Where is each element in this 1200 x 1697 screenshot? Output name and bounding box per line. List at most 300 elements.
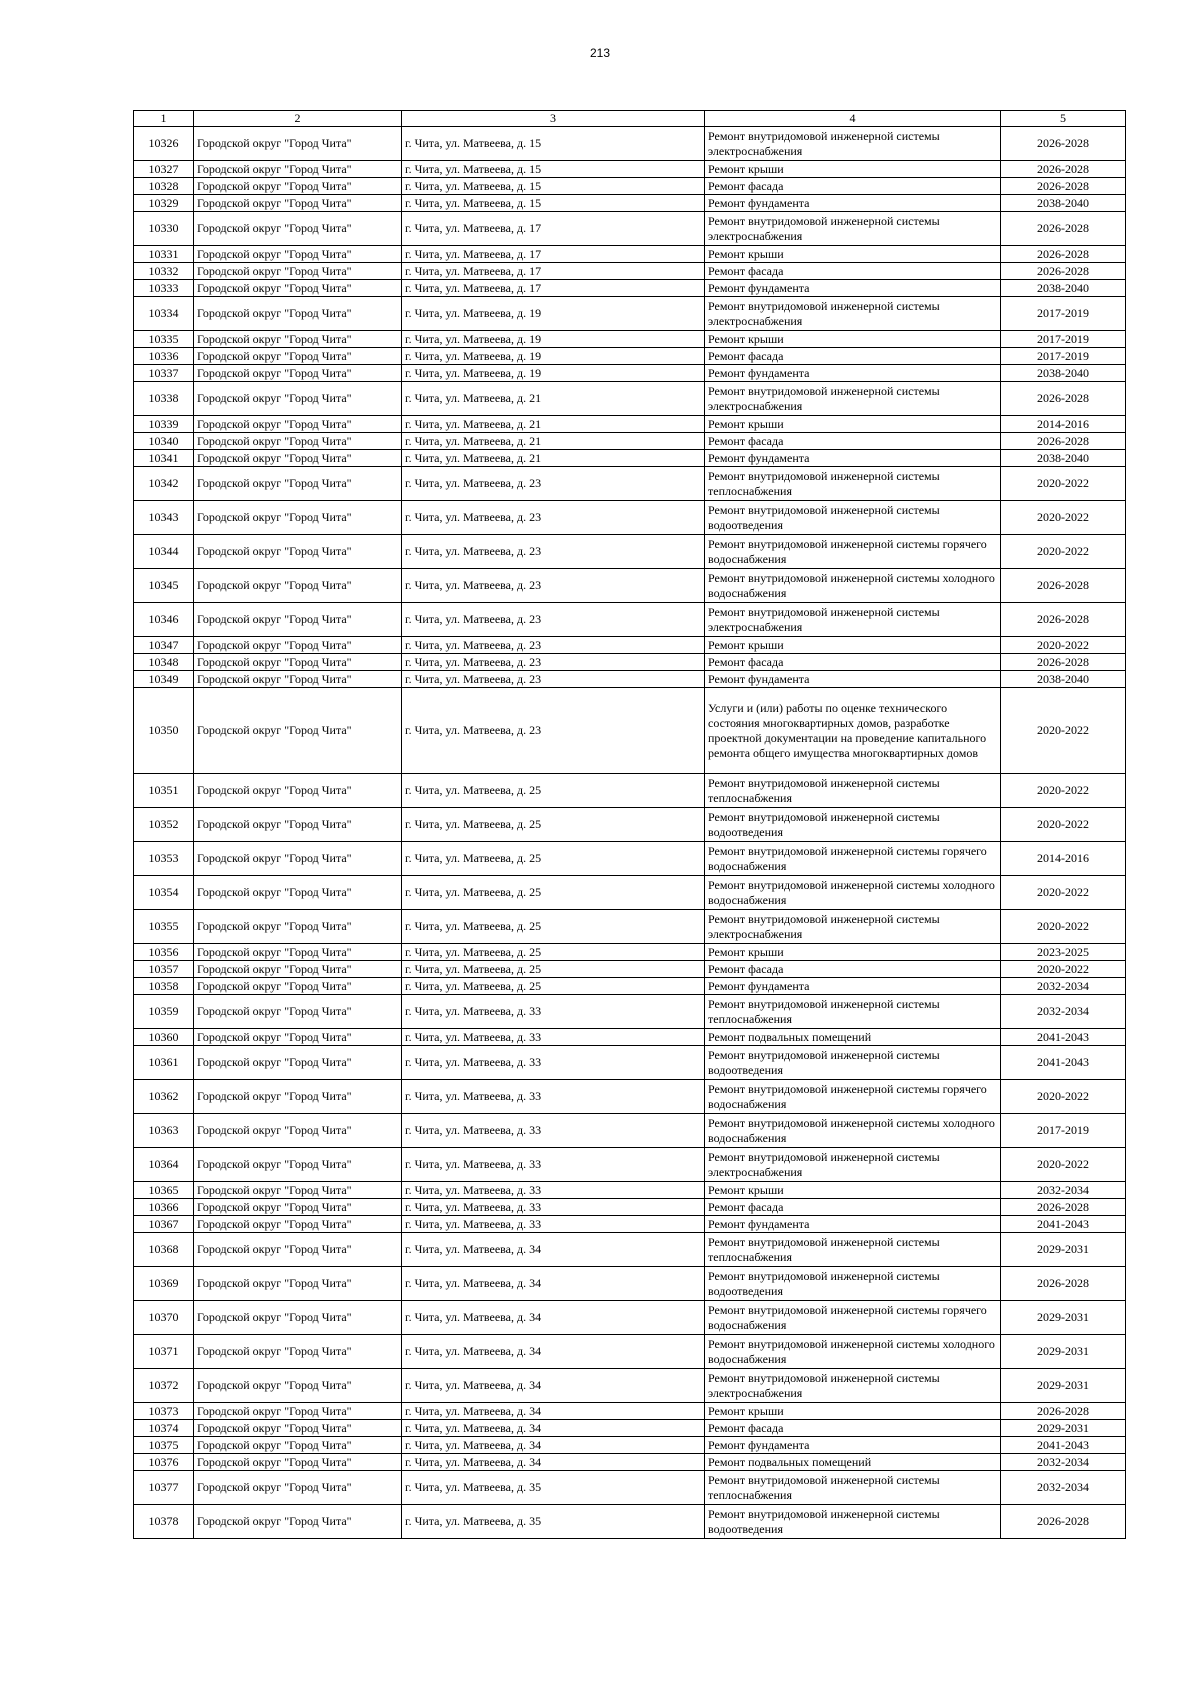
row-number-cell: 10332 xyxy=(134,263,194,280)
address-cell: г. Чита, ул. Матвеева, д. 25 xyxy=(402,978,705,995)
row-number-cell: 10354 xyxy=(134,876,194,910)
period-cell: 2026-2028 xyxy=(1001,654,1126,671)
period-cell: 2026-2028 xyxy=(1001,1505,1126,1539)
address-cell: г. Чита, ул. Матвеева, д. 21 xyxy=(402,433,705,450)
table-row xyxy=(134,603,1126,637)
work-type-cell: Ремонт внутридомовой инженерной системы электроснабжения xyxy=(705,212,1001,246)
table-row xyxy=(134,195,1126,212)
address-cell: г. Чита, ул. Матвеева, д. 17 xyxy=(402,246,705,263)
municipality-cell: Городской округ "Город Чита" xyxy=(194,161,402,178)
work-type-cell: Ремонт внутридомовой инженерной системы холодного водоснабжения xyxy=(705,1335,1001,1369)
address-cell: г. Чита, ул. Матвеева, д. 25 xyxy=(402,944,705,961)
period-cell: 2029-2031 xyxy=(1001,1301,1126,1335)
row-number-cell: 10353 xyxy=(134,842,194,876)
work-type-cell: Ремонт крыши xyxy=(705,1403,1001,1420)
table-row xyxy=(134,450,1126,467)
municipality-cell: Городской округ "Город Чита" xyxy=(194,774,402,808)
municipality-cell: Городской округ "Город Чита" xyxy=(194,1437,402,1454)
row-number-cell: 10341 xyxy=(134,450,194,467)
municipality-cell: Городской округ "Город Чита" xyxy=(194,416,402,433)
period-cell: 2020-2022 xyxy=(1001,961,1126,978)
table-row xyxy=(134,433,1126,450)
work-type-cell: Ремонт крыши xyxy=(705,246,1001,263)
address-cell: г. Чита, ул. Матвеева, д. 34 xyxy=(402,1454,705,1471)
period-cell: 2038-2040 xyxy=(1001,280,1126,297)
address-cell: г. Чита, ул. Матвеева, д. 34 xyxy=(402,1437,705,1454)
table-row xyxy=(134,1471,1126,1505)
table-row xyxy=(134,1420,1126,1437)
work-type-cell: Ремонт внутридомовой инженерной системы теплоснабжения xyxy=(705,1233,1001,1267)
work-type-cell: Услуги и (или) работы по оценке технического состояния многоквартирных домов, разработке проектной документации на проведение капитального ремонта общего имущества многоквартирных домов xyxy=(705,688,1001,774)
address-cell: г. Чита, ул. Матвеева, д. 23 xyxy=(402,467,705,501)
municipality-cell: Городской округ "Город Чита" xyxy=(194,501,402,535)
period-cell: 2041-2043 xyxy=(1001,1029,1126,1046)
municipality-cell: Городской округ "Город Чита" xyxy=(194,1420,402,1437)
municipality-cell: Городской округ "Город Чита" xyxy=(194,1233,402,1267)
period-cell: 2026-2028 xyxy=(1001,569,1126,603)
period-cell: 2029-2031 xyxy=(1001,1335,1126,1369)
table-row xyxy=(134,416,1126,433)
work-type-cell: Ремонт фасада xyxy=(705,263,1001,280)
row-number-cell: 10361 xyxy=(134,1046,194,1080)
municipality-cell: Городской округ "Город Чита" xyxy=(194,433,402,450)
period-cell: 2014-2016 xyxy=(1001,842,1126,876)
address-cell: г. Чита, ул. Матвеева, д. 33 xyxy=(402,1046,705,1080)
period-cell: 2020-2022 xyxy=(1001,637,1126,654)
period-cell: 2020-2022 xyxy=(1001,910,1126,944)
work-type-cell: Ремонт внутридомовой инженерной системы водоотведения xyxy=(705,808,1001,842)
table-row xyxy=(134,688,1126,774)
row-number-cell: 10374 xyxy=(134,1420,194,1437)
address-cell: г. Чита, ул. Матвеева, д. 15 xyxy=(402,195,705,212)
period-cell: 2017-2019 xyxy=(1001,1114,1126,1148)
row-number-cell: 10370 xyxy=(134,1301,194,1335)
municipality-cell: Городской округ "Город Чита" xyxy=(194,944,402,961)
address-cell: г. Чита, ул. Матвеева, д. 33 xyxy=(402,1182,705,1199)
period-cell: 2038-2040 xyxy=(1001,671,1126,688)
period-cell: 2026-2028 xyxy=(1001,212,1126,246)
municipality-cell: Городской округ "Город Чита" xyxy=(194,178,402,195)
table-row xyxy=(134,280,1126,297)
table-row xyxy=(134,876,1126,910)
address-cell: г. Чита, ул. Матвеева, д. 19 xyxy=(402,365,705,382)
table-row xyxy=(134,1335,1126,1369)
work-type-cell: Ремонт крыши xyxy=(705,161,1001,178)
row-number-cell: 10340 xyxy=(134,433,194,450)
municipality-cell: Городской округ "Город Чита" xyxy=(194,688,402,774)
row-number-cell: 10335 xyxy=(134,331,194,348)
address-cell: г. Чита, ул. Матвеева, д. 15 xyxy=(402,127,705,161)
period-cell: 2026-2028 xyxy=(1001,263,1126,280)
work-type-cell: Ремонт фундамента xyxy=(705,280,1001,297)
table-row xyxy=(134,961,1126,978)
period-cell: 2026-2028 xyxy=(1001,161,1126,178)
row-number-cell: 10329 xyxy=(134,195,194,212)
municipality-cell: Городской округ "Город Чита" xyxy=(194,365,402,382)
table-row xyxy=(134,1403,1126,1420)
municipality-cell: Городской округ "Город Чита" xyxy=(194,1046,402,1080)
address-cell: г. Чита, ул. Матвеева, д. 25 xyxy=(402,910,705,944)
address-cell: г. Чита, ул. Матвеева, д. 21 xyxy=(402,416,705,433)
period-cell: 2038-2040 xyxy=(1001,195,1126,212)
row-number-cell: 10372 xyxy=(134,1369,194,1403)
period-cell: 2020-2022 xyxy=(1001,688,1126,774)
row-number-cell: 10337 xyxy=(134,365,194,382)
table-row xyxy=(134,1199,1126,1216)
work-type-cell: Ремонт фасада xyxy=(705,654,1001,671)
work-type-cell: Ремонт фундамента xyxy=(705,1437,1001,1454)
address-cell: г. Чита, ул. Матвеева, д. 23 xyxy=(402,501,705,535)
column-number-header-row xyxy=(134,111,1126,127)
table-row xyxy=(134,808,1126,842)
period-cell: 2026-2028 xyxy=(1001,178,1126,195)
table-row xyxy=(134,654,1126,671)
municipality-cell: Городской округ "Город Чита" xyxy=(194,535,402,569)
work-type-cell: Ремонт фасада xyxy=(705,961,1001,978)
table-row xyxy=(134,501,1126,535)
municipality-cell: Городской округ "Город Чита" xyxy=(194,450,402,467)
work-type-cell: Ремонт фасада xyxy=(705,1199,1001,1216)
address-cell: г. Чита, ул. Матвеева, д. 34 xyxy=(402,1301,705,1335)
period-cell: 2029-2031 xyxy=(1001,1369,1126,1403)
row-number-cell: 10363 xyxy=(134,1114,194,1148)
address-cell: г. Чита, ул. Матвеева, д. 33 xyxy=(402,995,705,1029)
table-row xyxy=(134,637,1126,654)
municipality-cell: Городской округ "Город Чита" xyxy=(194,195,402,212)
municipality-cell: Городской округ "Город Чита" xyxy=(194,297,402,331)
address-cell: г. Чита, ул. Матвеева, д. 15 xyxy=(402,161,705,178)
period-cell: 2026-2028 xyxy=(1001,1267,1126,1301)
row-number-cell: 10331 xyxy=(134,246,194,263)
municipality-cell: Городской округ "Город Чита" xyxy=(194,569,402,603)
period-cell: 2020-2022 xyxy=(1001,1148,1126,1182)
row-number-cell: 10360 xyxy=(134,1029,194,1046)
municipality-cell: Городской округ "Город Чита" xyxy=(194,1505,402,1539)
work-type-cell: Ремонт внутридомовой инженерной системы электроснабжения xyxy=(705,910,1001,944)
work-type-cell: Ремонт внутридомовой инженерной системы теплоснабжения xyxy=(705,1471,1001,1505)
table-row xyxy=(134,246,1126,263)
period-cell: 2020-2022 xyxy=(1001,774,1126,808)
address-cell: г. Чита, ул. Матвеева, д. 23 xyxy=(402,535,705,569)
work-type-cell: Ремонт фундамента xyxy=(705,365,1001,382)
row-number-cell: 10359 xyxy=(134,995,194,1029)
row-number-cell: 10367 xyxy=(134,1216,194,1233)
work-type-cell: Ремонт внутридомовой инженерной системы горячего водоснабжения xyxy=(705,535,1001,569)
row-number-cell: 10377 xyxy=(134,1471,194,1505)
row-number-cell: 10362 xyxy=(134,1080,194,1114)
table-row xyxy=(134,297,1126,331)
work-type-cell: Ремонт крыши xyxy=(705,1182,1001,1199)
row-number-cell: 10358 xyxy=(134,978,194,995)
address-cell: г. Чита, ул. Матвеева, д. 25 xyxy=(402,842,705,876)
period-cell: 2017-2019 xyxy=(1001,348,1126,365)
period-cell: 2026-2028 xyxy=(1001,1199,1126,1216)
municipality-cell: Городской округ "Город Чита" xyxy=(194,876,402,910)
row-number-cell: 10371 xyxy=(134,1335,194,1369)
table-row xyxy=(134,774,1126,808)
row-number-cell: 10369 xyxy=(134,1267,194,1301)
municipality-cell: Городской округ "Город Чита" xyxy=(194,808,402,842)
address-cell: г. Чита, ул. Матвеева, д. 23 xyxy=(402,688,705,774)
period-cell: 2032-2034 xyxy=(1001,1182,1126,1199)
municipality-cell: Городской округ "Город Чита" xyxy=(194,1199,402,1216)
table-row xyxy=(134,1029,1126,1046)
period-cell: 2026-2028 xyxy=(1001,382,1126,416)
column-header: 3 xyxy=(402,111,705,127)
period-cell: 2023-2025 xyxy=(1001,944,1126,961)
table-row xyxy=(134,1437,1126,1454)
table-row xyxy=(134,1301,1126,1335)
address-cell: г. Чита, ул. Матвеева, д. 33 xyxy=(402,1080,705,1114)
table-row xyxy=(134,1505,1126,1539)
work-type-cell: Ремонт фасада xyxy=(705,178,1001,195)
address-cell: г. Чита, ул. Матвеева, д. 34 xyxy=(402,1233,705,1267)
municipality-cell: Городской округ "Город Чита" xyxy=(194,1369,402,1403)
municipality-cell: Городской округ "Город Чита" xyxy=(194,467,402,501)
address-cell: г. Чита, ул. Матвеева, д. 21 xyxy=(402,382,705,416)
row-number-cell: 10326 xyxy=(134,127,194,161)
address-cell: г. Чита, ул. Матвеева, д. 33 xyxy=(402,1199,705,1216)
work-type-cell: Ремонт внутридомовой инженерной системы горячего водоснабжения xyxy=(705,842,1001,876)
address-cell: г. Чита, ул. Матвеева, д. 21 xyxy=(402,450,705,467)
table-row xyxy=(134,1114,1126,1148)
municipality-cell: Городской округ "Город Чита" xyxy=(194,842,402,876)
row-number-cell: 10346 xyxy=(134,603,194,637)
period-cell: 2017-2019 xyxy=(1001,297,1126,331)
municipality-cell: Городской округ "Город Чита" xyxy=(194,348,402,365)
work-type-cell: Ремонт внутридомовой инженерной системы водоотведения xyxy=(705,1505,1001,1539)
municipality-cell: Городской округ "Город Чита" xyxy=(194,910,402,944)
period-cell: 2020-2022 xyxy=(1001,876,1126,910)
municipality-cell: Городской округ "Город Чита" xyxy=(194,603,402,637)
row-number-cell: 10350 xyxy=(134,688,194,774)
row-number-cell: 10348 xyxy=(134,654,194,671)
work-type-cell: Ремонт внутридомовой инженерной системы водоотведения xyxy=(705,1046,1001,1080)
row-number-cell: 10327 xyxy=(134,161,194,178)
period-cell: 2014-2016 xyxy=(1001,416,1126,433)
municipality-cell: Городской округ "Город Чита" xyxy=(194,1403,402,1420)
row-number-cell: 10365 xyxy=(134,1182,194,1199)
period-cell: 2038-2040 xyxy=(1001,450,1126,467)
period-cell: 2020-2022 xyxy=(1001,1080,1126,1114)
table-row xyxy=(134,1216,1126,1233)
row-number-cell: 10373 xyxy=(134,1403,194,1420)
address-cell: г. Чита, ул. Матвеева, д. 23 xyxy=(402,671,705,688)
table-row xyxy=(134,348,1126,365)
table-row xyxy=(134,978,1126,995)
work-type-cell: Ремонт внутридомовой инженерной системы водоотведения xyxy=(705,1267,1001,1301)
work-type-cell: Ремонт фундамента xyxy=(705,450,1001,467)
municipality-cell: Городской округ "Город Чита" xyxy=(194,246,402,263)
address-cell: г. Чита, ул. Матвеева, д. 17 xyxy=(402,212,705,246)
table-row xyxy=(134,1182,1126,1199)
row-number-cell: 10345 xyxy=(134,569,194,603)
page-number: 213 xyxy=(589,46,611,60)
address-cell: г. Чита, ул. Матвеева, д. 34 xyxy=(402,1267,705,1301)
row-number-cell: 10343 xyxy=(134,501,194,535)
work-type-cell: Ремонт внутридомовой инженерной системы электроснабжения xyxy=(705,297,1001,331)
municipality-cell: Городской округ "Город Чита" xyxy=(194,1182,402,1199)
period-cell: 2026-2028 xyxy=(1001,127,1126,161)
work-type-cell: Ремонт внутридомовой инженерной системы теплоснабжения xyxy=(705,774,1001,808)
work-type-cell: Ремонт подвальных помещений xyxy=(705,1454,1001,1471)
row-number-cell: 10356 xyxy=(134,944,194,961)
table-row xyxy=(134,178,1126,195)
address-cell: г. Чита, ул. Матвеева, д. 17 xyxy=(402,263,705,280)
address-cell: г. Чита, ул. Матвеева, д. 34 xyxy=(402,1335,705,1369)
work-type-cell: Ремонт внутридомовой инженерной системы холодного водоснабжения xyxy=(705,1114,1001,1148)
row-number-cell: 10347 xyxy=(134,637,194,654)
table-row xyxy=(134,127,1126,161)
table-row xyxy=(134,1267,1126,1301)
table-row xyxy=(134,1369,1126,1403)
table-row xyxy=(134,910,1126,944)
address-cell: г. Чита, ул. Матвеева, д. 33 xyxy=(402,1216,705,1233)
work-type-cell: Ремонт крыши xyxy=(705,637,1001,654)
row-number-cell: 10368 xyxy=(134,1233,194,1267)
address-cell: г. Чита, ул. Матвеева, д. 23 xyxy=(402,603,705,637)
period-cell: 2026-2028 xyxy=(1001,433,1126,450)
period-cell: 2041-2043 xyxy=(1001,1216,1126,1233)
municipality-cell: Городской округ "Город Чита" xyxy=(194,1471,402,1505)
municipality-cell: Городской округ "Город Чита" xyxy=(194,1454,402,1471)
table-row xyxy=(134,331,1126,348)
period-cell: 2026-2028 xyxy=(1001,1403,1126,1420)
municipality-cell: Городской округ "Город Чита" xyxy=(194,1301,402,1335)
row-number-cell: 10349 xyxy=(134,671,194,688)
municipality-cell: Городской округ "Город Чита" xyxy=(194,637,402,654)
row-number-cell: 10351 xyxy=(134,774,194,808)
work-type-cell: Ремонт внутридомовой инженерной системы электроснабжения xyxy=(705,1148,1001,1182)
period-cell: 2032-2034 xyxy=(1001,1454,1126,1471)
municipality-cell: Городской округ "Город Чита" xyxy=(194,1216,402,1233)
row-number-cell: 10344 xyxy=(134,535,194,569)
work-type-cell: Ремонт внутридомовой инженерной системы теплоснабжения xyxy=(705,467,1001,501)
period-cell: 2041-2043 xyxy=(1001,1437,1126,1454)
period-cell: 2041-2043 xyxy=(1001,1046,1126,1080)
table-row xyxy=(134,995,1126,1029)
work-type-cell: Ремонт фасада xyxy=(705,1420,1001,1437)
row-number-cell: 10330 xyxy=(134,212,194,246)
municipality-cell: Городской округ "Город Чита" xyxy=(194,654,402,671)
period-cell: 2038-2040 xyxy=(1001,365,1126,382)
row-number-cell: 10339 xyxy=(134,416,194,433)
work-type-cell: Ремонт внутридомовой инженерной системы электроснабжения xyxy=(705,603,1001,637)
work-type-cell: Ремонт внутридомовой инженерной системы теплоснабжения xyxy=(705,995,1001,1029)
municipality-cell: Городской округ "Город Чита" xyxy=(194,127,402,161)
period-cell: 2026-2028 xyxy=(1001,603,1126,637)
row-number-cell: 10364 xyxy=(134,1148,194,1182)
table-row xyxy=(134,569,1126,603)
municipality-cell: Городской округ "Город Чита" xyxy=(194,671,402,688)
municipality-cell: Городской округ "Город Чита" xyxy=(194,280,402,297)
table-row xyxy=(134,1148,1126,1182)
work-type-cell: Ремонт фасада xyxy=(705,348,1001,365)
address-cell: г. Чита, ул. Матвеева, д. 33 xyxy=(402,1029,705,1046)
municipality-cell: Городской округ "Город Чита" xyxy=(194,212,402,246)
row-number-cell: 10333 xyxy=(134,280,194,297)
work-type-cell: Ремонт внутридомовой инженерной системы водоотведения xyxy=(705,501,1001,535)
address-cell: г. Чита, ул. Матвеева, д. 25 xyxy=(402,808,705,842)
table-row xyxy=(134,1046,1126,1080)
address-cell: г. Чита, ул. Матвеева, д. 15 xyxy=(402,178,705,195)
table-row xyxy=(134,671,1126,688)
address-cell: г. Чита, ул. Матвеева, д. 19 xyxy=(402,331,705,348)
work-type-cell: Ремонт фундамента xyxy=(705,195,1001,212)
address-cell: г. Чита, ул. Матвеева, д. 17 xyxy=(402,280,705,297)
municipality-cell: Городской округ "Город Чита" xyxy=(194,1029,402,1046)
period-cell: 2032-2034 xyxy=(1001,995,1126,1029)
work-type-cell: Ремонт крыши xyxy=(705,331,1001,348)
table-row xyxy=(134,365,1126,382)
row-number-cell: 10357 xyxy=(134,961,194,978)
municipality-cell: Городской округ "Город Чита" xyxy=(194,1267,402,1301)
municipality-cell: Городской округ "Город Чита" xyxy=(194,331,402,348)
table-row xyxy=(134,1233,1126,1267)
period-cell: 2032-2034 xyxy=(1001,978,1126,995)
table-row xyxy=(134,382,1126,416)
table-row xyxy=(134,842,1126,876)
municipality-cell: Городской округ "Город Чита" xyxy=(194,1148,402,1182)
municipality-cell: Городской округ "Город Чита" xyxy=(194,263,402,280)
work-type-cell: Ремонт фундамента xyxy=(705,671,1001,688)
municipality-cell: Городской округ "Город Чита" xyxy=(194,995,402,1029)
table-row xyxy=(134,212,1126,246)
row-number-cell: 10366 xyxy=(134,1199,194,1216)
work-type-cell: Ремонт фундамента xyxy=(705,978,1001,995)
address-cell: г. Чита, ул. Матвеева, д. 25 xyxy=(402,961,705,978)
table-row xyxy=(134,535,1126,569)
work-type-cell: Ремонт внутридомовой инженерной системы электроснабжения xyxy=(705,1369,1001,1403)
row-number-cell: 10352 xyxy=(134,808,194,842)
address-cell: г. Чита, ул. Матвеева, д. 23 xyxy=(402,569,705,603)
municipality-cell: Городской округ "Город Чита" xyxy=(194,1335,402,1369)
work-type-cell: Ремонт внутридомовой инженерной системы холодного водоснабжения xyxy=(705,569,1001,603)
repair-schedule-table xyxy=(133,110,1126,1539)
table-body xyxy=(134,111,1126,1539)
period-cell: 2020-2022 xyxy=(1001,467,1126,501)
table-row xyxy=(134,263,1126,280)
address-cell: г. Чита, ул. Матвеева, д. 34 xyxy=(402,1420,705,1437)
period-cell: 2029-2031 xyxy=(1001,1233,1126,1267)
municipality-cell: Городской округ "Город Чита" xyxy=(194,1114,402,1148)
period-cell: 2032-2034 xyxy=(1001,1471,1126,1505)
work-type-cell: Ремонт крыши xyxy=(705,944,1001,961)
address-cell: г. Чита, ул. Матвеева, д. 19 xyxy=(402,297,705,331)
column-header: 4 xyxy=(705,111,1001,127)
period-cell: 2020-2022 xyxy=(1001,808,1126,842)
work-type-cell: Ремонт внутридомовой инженерной системы горячего водоснабжения xyxy=(705,1301,1001,1335)
period-cell: 2017-2019 xyxy=(1001,331,1126,348)
period-cell: 2026-2028 xyxy=(1001,246,1126,263)
row-number-cell: 10342 xyxy=(134,467,194,501)
work-type-cell: Ремонт внутридомовой инженерной системы холодного водоснабжения xyxy=(705,876,1001,910)
work-type-cell: Ремонт подвальных помещений xyxy=(705,1029,1001,1046)
work-type-cell: Ремонт внутридомовой инженерной системы электроснабжения xyxy=(705,382,1001,416)
row-number-cell: 10334 xyxy=(134,297,194,331)
row-number-cell: 10376 xyxy=(134,1454,194,1471)
row-number-cell: 10355 xyxy=(134,910,194,944)
row-number-cell: 10336 xyxy=(134,348,194,365)
municipality-cell: Городской округ "Город Чита" xyxy=(194,1080,402,1114)
municipality-cell: Городской округ "Город Чита" xyxy=(194,961,402,978)
municipality-cell: Городской округ "Город Чита" xyxy=(194,978,402,995)
row-number-cell: 10338 xyxy=(134,382,194,416)
work-type-cell: Ремонт внутридомовой инженерной системы горячего водоснабжения xyxy=(705,1080,1001,1114)
work-type-cell: Ремонт фасада xyxy=(705,433,1001,450)
municipality-cell: Городской округ "Город Чита" xyxy=(194,382,402,416)
table-row xyxy=(134,944,1126,961)
